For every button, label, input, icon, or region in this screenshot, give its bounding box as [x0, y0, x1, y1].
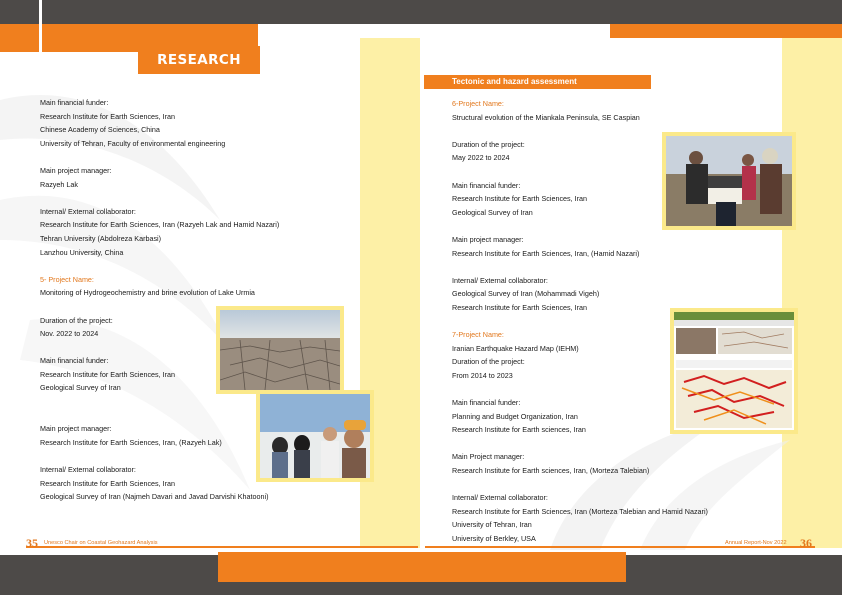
text-line: Internal/ External collaborator: — [40, 465, 136, 475]
text-line: Main project manager: — [40, 424, 112, 434]
text-line: From 2014 to 2023 — [452, 370, 513, 380]
text-line: University of Tehran, Iran — [452, 520, 532, 530]
salt-flat-photo — [216, 306, 344, 394]
text-line: Research Institute for Earth Sciences, Iran — [452, 302, 588, 312]
project-name-heading: 7-Project Name: — [452, 330, 504, 340]
text-line: Internal/ External collaborator: — [452, 275, 548, 285]
footer-line-right — [425, 546, 815, 548]
hazard-map-screenshot — [670, 308, 798, 434]
text-line: Duration of the project: — [452, 139, 525, 149]
text-line: Planning and Budget Organization, Iran — [452, 411, 578, 421]
page-number-right: 36 — [800, 536, 812, 550]
section-title: Tectonic and hazard assessment — [452, 77, 577, 86]
text-line: Research Institute for Earth Sciences, Iran (Morteza Talebian and Hamid Nazari) — [452, 506, 708, 516]
page-number-left: 35 — [26, 536, 38, 550]
text-line: Main project manager: — [40, 165, 112, 175]
text-line: Research Institute for Earth Sciences, Iran — [40, 111, 176, 121]
top-dark-bar — [0, 0, 842, 24]
text-line: Chinese Academy of Sciences, China — [40, 125, 160, 135]
line-gap — [452, 437, 752, 451]
text-line: Research Institute for Earth Sciences, Iran — [452, 194, 588, 204]
page-title: RESEARCH PROJECT — [157, 52, 241, 90]
field-team-photo — [256, 390, 374, 482]
text-line: Research Institute for Earth Sciences, Iran, (Hamid Nazari) — [452, 248, 640, 258]
top-orange-band-right — [610, 24, 842, 38]
project-name-heading: 6-Project Name: — [452, 99, 504, 108]
text-line: Internal/ External collaborator: — [40, 206, 136, 216]
header-white-line — [39, 0, 42, 60]
footer-text-left: Unesco Chair on Coastal Geohazard Analysis — [44, 540, 158, 546]
text-line: May 2022 to 2024 — [452, 153, 510, 163]
text-line: Research Institute for Earth Sciences, Iran, (Razyeh Lak) — [40, 437, 222, 447]
line-gap — [40, 259, 360, 273]
footer-line-left — [26, 546, 418, 548]
project-name-heading: 5- Project Name: — [40, 274, 94, 284]
text-line: Main financial funder: — [40, 98, 109, 107]
bottom-orange-band — [218, 552, 626, 582]
text-line: University of Tehran, Faculty of environmental engineering — [40, 138, 226, 148]
text-line: Main financial funder: — [452, 180, 521, 190]
text-line: Duration of the project: — [452, 357, 525, 367]
line-gap — [452, 260, 752, 274]
field-map-photo — [662, 132, 796, 230]
text-line: Nov. 2022 to 2024 — [40, 329, 99, 339]
text-line: Tehran University (Abdolreza Karbasi) — [40, 233, 162, 243]
text-line: Geological Survey of Iran — [452, 207, 533, 217]
text-line: Razyeh Lak — [40, 179, 78, 189]
text-line: Main Project manager: — [452, 452, 525, 462]
text-line: Geological Survey of Iran — [40, 383, 121, 393]
line-gap — [40, 150, 360, 164]
text-line: Structural evolution of the Miankala Peninsula, SE Caspian — [452, 112, 640, 122]
text-line: Monitoring of Hydrogeochemistry and brine evolution of Lake Urmia — [40, 288, 255, 298]
text-line: Geological Survey of Iran (Najmeh Davari and Javad Darvishi Khatooni) — [40, 492, 269, 502]
text-line: University of Berkley, USA — [452, 534, 536, 543]
text-line: Iranian Earthquake Hazard Map (IEHM) — [452, 343, 579, 353]
text-line: Duration of the project: — [40, 315, 113, 325]
text-line: Research Institute for Earth Sciences, Iran — [40, 478, 176, 488]
text-line: Research Institute for Earth sciences, Iran, (Morteza Talebian) — [452, 466, 650, 476]
text-line: Lanzhou University, China — [40, 247, 124, 257]
footer-text-right: Annual Report-Nov 2022 — [725, 540, 787, 546]
text-line: Main project manager: — [452, 234, 524, 244]
text-line: Main financial funder: — [40, 356, 109, 366]
text-line: Internal/ External collaborator: — [452, 493, 548, 503]
line-gap — [452, 478, 752, 492]
text-line: Geological Survey of Iran (Mohammadi Vigeh) — [452, 289, 600, 299]
text-line: Research Institute for Earth sciences, Iran — [452, 425, 586, 435]
line-gap — [40, 191, 360, 205]
text-line: Research Institute for Earth Sciences, Iran (Razyeh Lak and Hamid Nazari) — [40, 220, 280, 230]
text-line: Main financial funder: — [452, 398, 521, 408]
text-line: Research Institute for Earth Sciences, Iran — [40, 369, 176, 379]
